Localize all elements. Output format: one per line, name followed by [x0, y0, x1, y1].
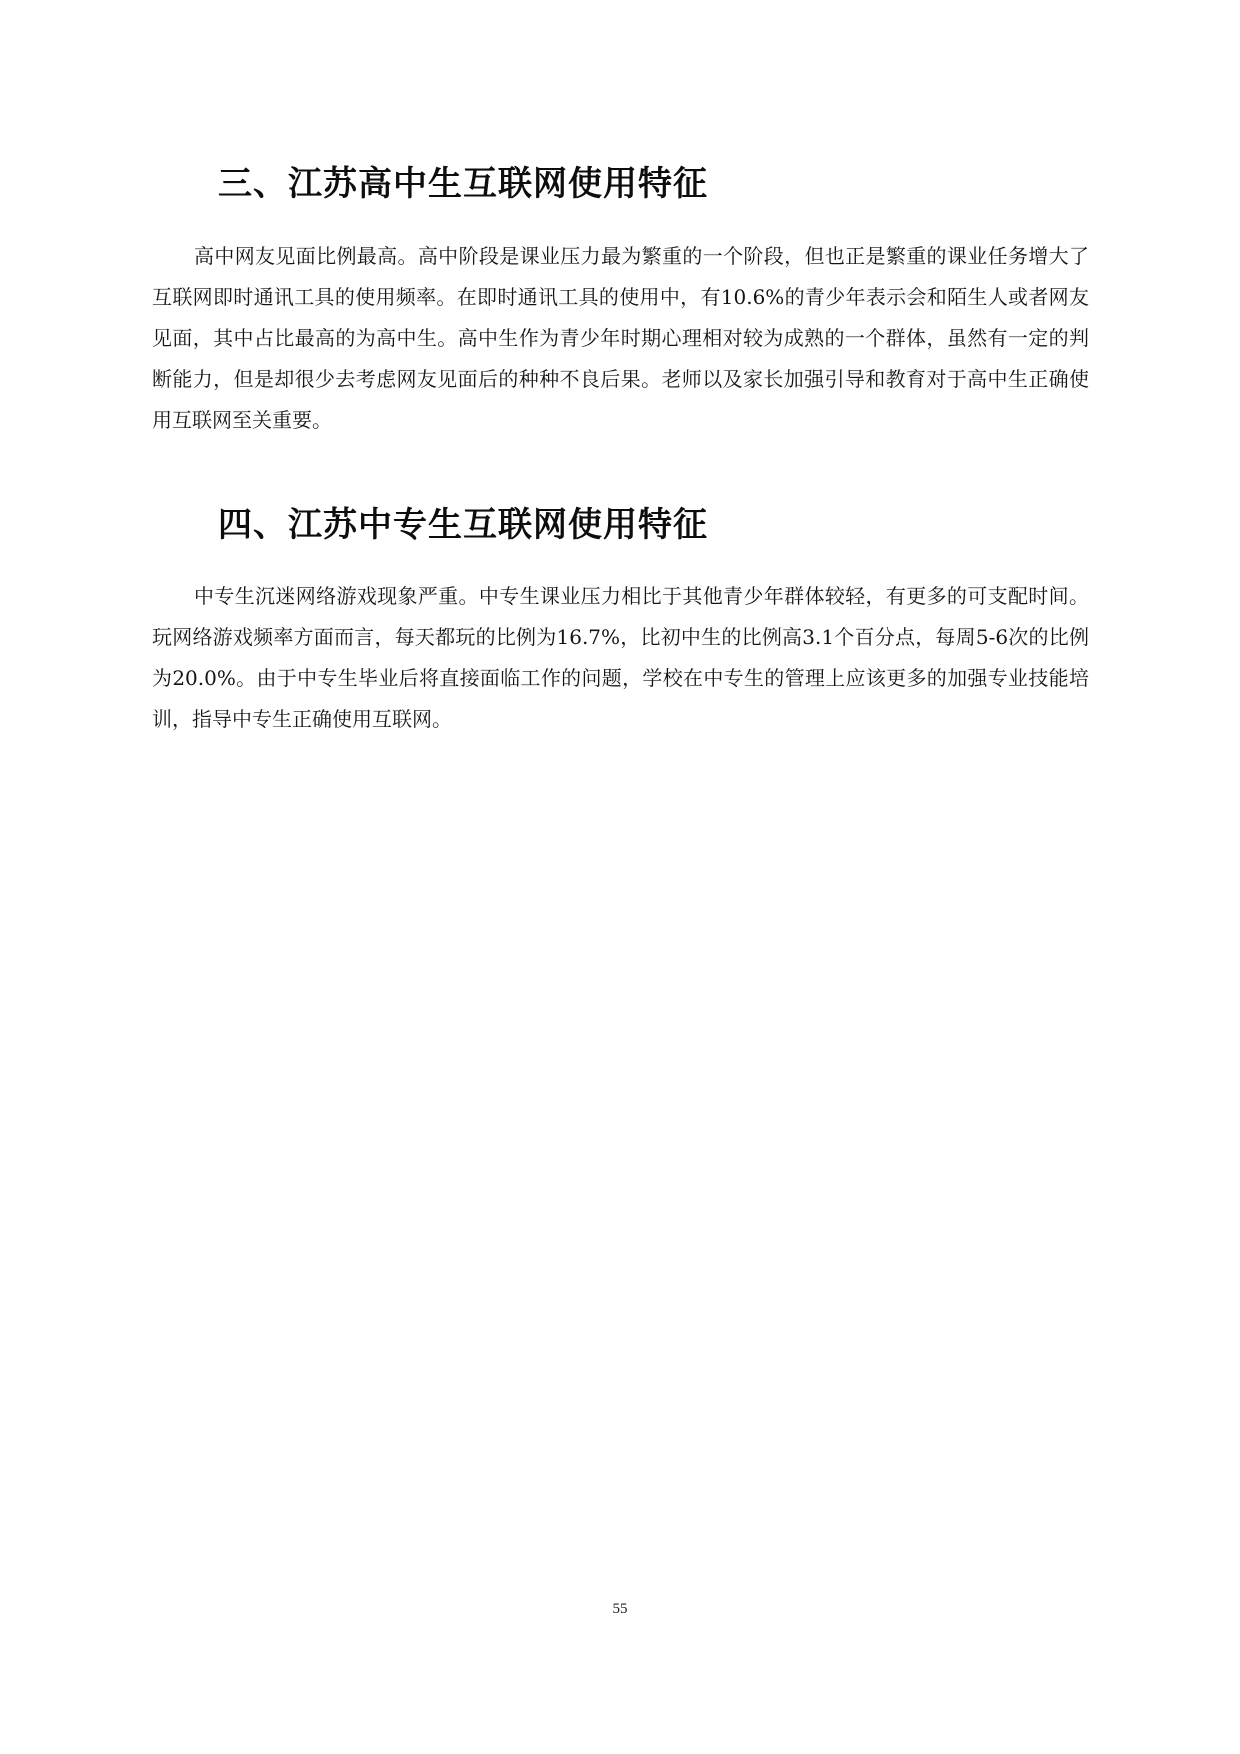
paragraph-high-school: 高中网友见面比例最高。高中阶段是课业压力最为繁重的一个阶段，但也正是繁重的课业任务增大了互联网即时通讯工具的使用频率。在即时通讯工具的使用中，有10.6%的青少年表示会和陌生人或者网友见面，其中占比最高的为高中生。高中生作为青少年时期心理相对较为成熟的一个群体，虽然有一定的判断能力，但是却很少去考虑网友见面后的种种不良后果。老师以及家长加强引导和教育对于高中生正确使用互联网至关重要。 — [152, 244, 1089, 432]
paragraph-vocational-school: 中专生沉迷网络游戏现象严重。中专生课业压力相比于其他青少年群体较轻，有更多的可支配时间。玩网络游戏频率方面而言，每天都玩的比例为16.7%，比初中生的比例高3.1个百分点，每周5-6次的比例为20.0%。由于中专生毕业后将直接面临工作的问题，学校在中专生的管理上应该更多的加强专业技能培训，指导中专生正确使用互联网。 — [152, 584, 1089, 731]
page-number: 55 — [612, 1601, 628, 1617]
section-heading-vocational-school: 四、江苏中专生互联网使用特征 — [218, 505, 708, 545]
section-heading-high-school: 三、江苏高中生互联网使用特征 — [218, 164, 708, 204]
